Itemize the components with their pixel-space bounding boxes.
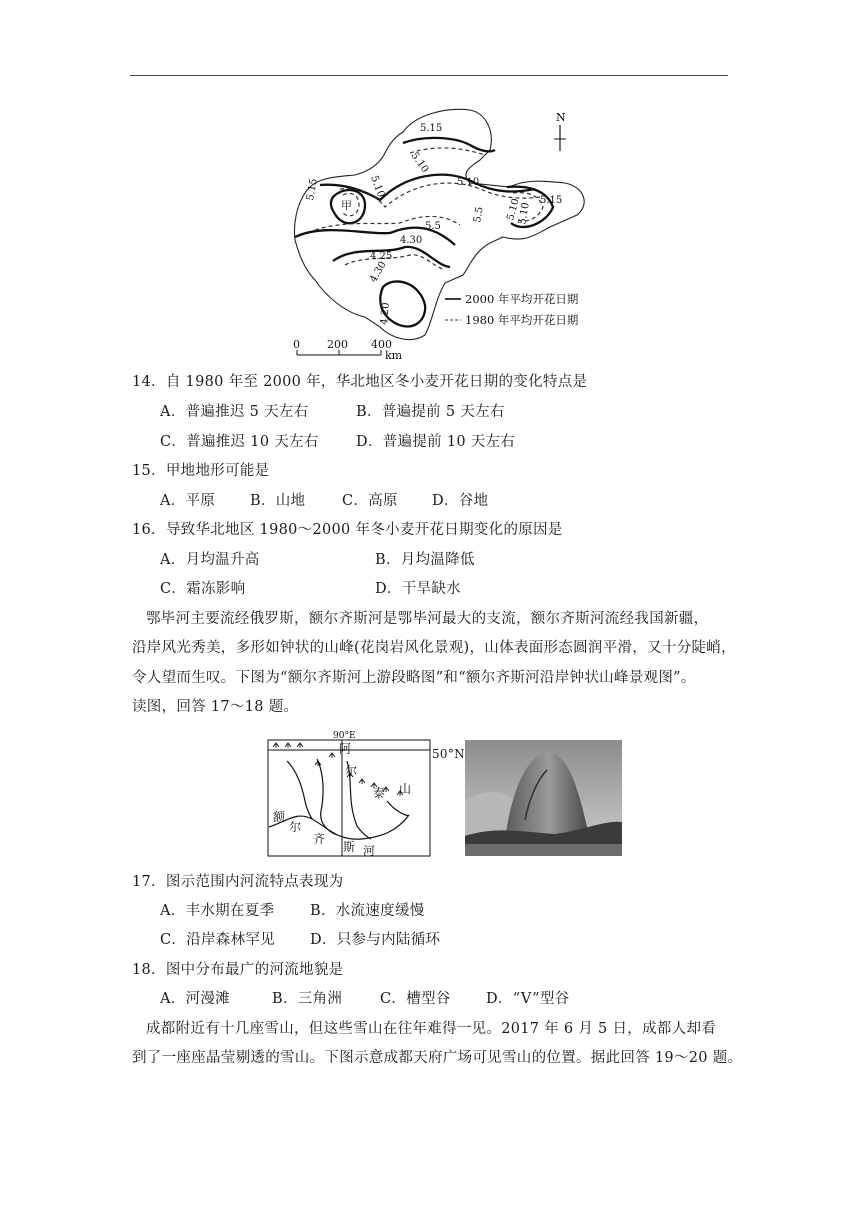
- label-510-a: 5.10: [408, 150, 431, 175]
- q18-option-c[interactable]: C．槽型谷: [380, 991, 451, 1007]
- label-510-c: 5.10: [368, 174, 387, 199]
- label-55-a: 5.5: [425, 221, 441, 232]
- label-510-b: 5.10: [457, 177, 480, 188]
- svg-text:km: km: [385, 349, 403, 362]
- q18-option-b[interactable]: B．三角洲: [272, 991, 343, 1007]
- label-515-c: 5.15: [540, 195, 563, 206]
- q15-option-b[interactable]: B．山地: [250, 493, 306, 509]
- map2-char-qi: 齐: [313, 832, 326, 846]
- label-420: 4.20: [379, 302, 392, 326]
- question-14-stem: 14．自 1980 年至 2000 年，华北地区冬小麦开花日期的变化特点是: [132, 374, 588, 390]
- question-15-stem: 15．甲地地形可能是: [132, 463, 270, 479]
- q14-option-d[interactable]: D．普遍提前 10 天左右: [356, 434, 516, 450]
- map2-char-er2: 尔: [289, 820, 302, 834]
- isoline-1980-a: [410, 148, 485, 155]
- svg-text:90°E: 90°E: [333, 731, 356, 741]
- map2-char-e: 额: [273, 810, 286, 824]
- label-515-a: 5.15: [420, 123, 443, 134]
- q16-option-c[interactable]: C．霜冻影响: [160, 581, 246, 597]
- q16-option-a[interactable]: A．月均温升高: [160, 552, 260, 568]
- label-jia: 甲: [341, 199, 352, 212]
- q16-option-d[interactable]: D．干旱缺水: [375, 581, 461, 597]
- passage2-line1: 成都附近有十几座雪山，但这些雪山在往年难得一见。2017 年 6 月 5 日，成都人却看: [146, 1021, 717, 1037]
- bell-mountain-photo: [465, 740, 622, 856]
- scale-bar: [293, 338, 403, 362]
- q17-option-c[interactable]: C．沿岸森林罕见: [160, 932, 275, 948]
- map2-char-si: 斯: [343, 840, 356, 854]
- label-430-b: 4.30: [368, 259, 389, 285]
- map2-char-tai: 泰: [373, 786, 386, 800]
- q14-option-c[interactable]: C．普遍推迟 10 天左右: [160, 434, 319, 450]
- q17-option-b[interactable]: B．水流速度缓慢: [310, 903, 425, 919]
- q15-option-a[interactable]: A．平原: [160, 493, 216, 509]
- isoline-2000-a: [403, 138, 495, 151]
- north-arrow-icon: [554, 111, 566, 151]
- question-17-stem: 17．图示范围内河流特点表现为: [132, 874, 344, 890]
- passage1-line3: 令人望而生叹。下图为“额尔齐斯河上游段略图”和“额尔齐斯河沿岸钟状山峰景观图”。: [132, 670, 696, 686]
- q14-option-a[interactable]: A．普遍推迟 5 天左右: [160, 404, 309, 420]
- svg-text:N: N: [556, 111, 566, 124]
- q15-option-d[interactable]: D．谷地: [432, 493, 489, 509]
- q18-option-d[interactable]: D．“V”型谷: [486, 991, 570, 1007]
- river-tributary-1: [287, 761, 312, 819]
- question-16-stem: 16．导致华北地区 1980～2000 年冬小麦开花日期变化的原因是: [132, 522, 563, 538]
- q18-option-a[interactable]: A．河漫滩: [160, 991, 230, 1007]
- q17-option-d[interactable]: D．只参与内陆循环: [310, 932, 441, 948]
- passage1-line2: 沿岸风光秀美，多形如钟状的山峰(花岗岩风化景观)，山体表面形态圆润平滑，又十分陡峭，: [132, 640, 736, 656]
- q14-option-b[interactable]: B．普遍提前 5 天左右: [356, 404, 505, 420]
- passage1-line4: 读图，回答 17～18 题。: [132, 699, 299, 715]
- passage2-line2: 到了一座座晶莹剔透的雪山。下图示意成都天府广场可见雪山的位置。据此回答 19～20 题。: [132, 1050, 743, 1066]
- label-510-e: 5.10: [517, 201, 532, 226]
- map2-char-shan: 山: [399, 782, 412, 796]
- q15-option-c[interactable]: C．高原: [342, 493, 398, 509]
- svg-text:1980 年平均开花日期: 1980 年平均开花日期: [465, 313, 579, 327]
- map2-char-er: 尔: [345, 764, 358, 778]
- svg-text:0: 0: [293, 338, 300, 351]
- river-tributary-4: [387, 801, 409, 815]
- passage1-line1: 鄂毕河主要流经俄罗斯，额尔齐斯河是鄂毕河最大的支流，额尔齐斯河流经我国新疆，: [146, 611, 709, 627]
- q16-option-b[interactable]: B．月均温降低: [375, 552, 475, 568]
- irtysh-river-map: [267, 731, 431, 857]
- label-55-b: 5.5: [472, 205, 486, 224]
- question-18-stem: 18．图中分布最广的河流地貌是: [132, 962, 344, 978]
- label-425: 4.25: [370, 251, 393, 262]
- svg-text:200: 200: [327, 338, 348, 351]
- map-legend: [445, 292, 579, 327]
- map2-char-a: 阿: [339, 742, 352, 756]
- map2-latitude-label: 50°N: [432, 747, 465, 761]
- flowering-date-map: [285, 105, 615, 365]
- label-430-a: 4.30: [400, 235, 423, 246]
- svg-text:400: 400: [371, 338, 392, 351]
- header-rule: [130, 75, 728, 76]
- q17-option-a[interactable]: A．丰水期在夏季: [160, 903, 275, 919]
- map2-char-he: 河: [363, 844, 376, 857]
- label-515-b: 5.15: [305, 177, 320, 202]
- svg-text:2000 年平均开花日期: 2000 年平均开花日期: [465, 292, 579, 306]
- label-510-d: 5.10: [505, 197, 522, 222]
